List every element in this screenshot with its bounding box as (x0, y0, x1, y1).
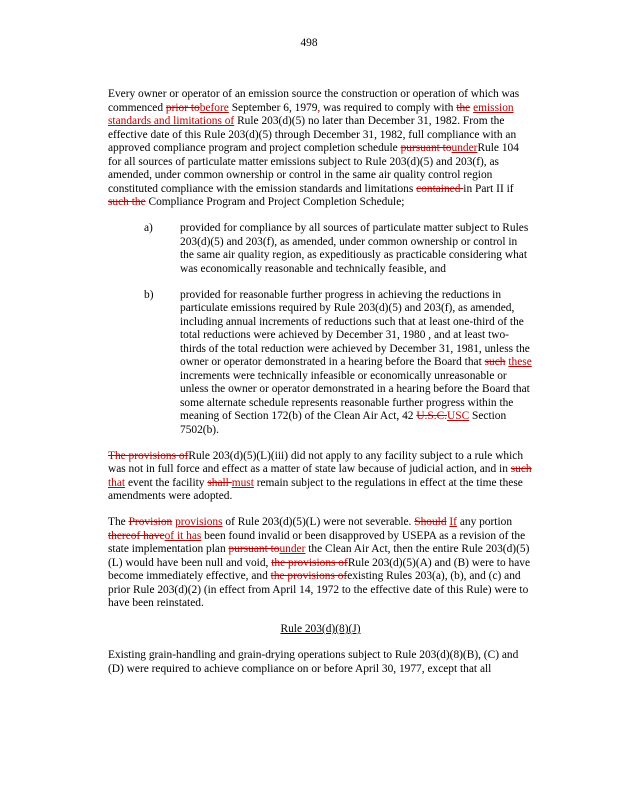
inserted-text: under (451, 142, 478, 154)
deleted-text: shall (207, 476, 232, 489)
inserted-text: USC (447, 410, 470, 422)
inserted-text: must (231, 476, 254, 489)
deleted-text: Should (414, 516, 447, 528)
deleted-text: U.S.C. (416, 410, 448, 422)
inserted-text: before (199, 101, 229, 114)
deleted-text: pursuant to (400, 142, 452, 154)
inserted-text: If (449, 516, 457, 528)
deleted-text: such (510, 463, 532, 475)
document-body (108, 88, 533, 689)
page-number: 498 (300, 37, 318, 49)
deleted-text: such the (108, 196, 146, 208)
inserted-text: provisions (175, 516, 223, 528)
deleted-text: the (456, 101, 471, 114)
deleted-text: The provisions of (108, 449, 189, 462)
paragraph-severability: The Provision provisions of Rule 203(d)(5)(L) were not severable. Should If any portion thereof haveof it has been found invalid or been disapproved by USEPA as a revision of the state implementation plan pursuant tounder the Clean Air Act, then the entire Rule 203(d)(5)(L) would have been null and void, the provisions ofRule 203(d)(5)(A) and (B) were to have become immediately effective, and the provisions ofexisting Rules 203(a), (b), and (c) and prior Rule 203(d)(2) (in effect from April 14, 1972 to the effective date of this Rule) were to have been reinstated. (108, 516, 530, 609)
inserted-text: under (279, 543, 306, 555)
deleted-text: such (484, 356, 506, 368)
list-item-b (108, 289, 533, 438)
deleted-text: thereof have (108, 529, 165, 542)
list-item-a (108, 222, 533, 276)
list-label: a) (144, 222, 153, 234)
deleted-text: prior to (165, 101, 200, 114)
deleted-text: Provision (128, 516, 173, 528)
inserted-text: that (108, 476, 126, 489)
inserted-text: , (317, 101, 321, 114)
inserted-text: of it has (164, 529, 202, 542)
inserted-text: emission standards and limitations of (108, 101, 514, 127)
list-text: provided for reasonable further progress in achieving the reductions in particulate emissions required by Rule 203(d)(5) and 203(f), as amended, including annual increments of reductions such that at least one-third of the total reductions were achieved by December 31, 1980 , and at least two-thirds of the total reduction were achieved by December 31, 1981, unless the owner or operator demonstrated in a hearing before the Board that such these increments were technically infeasible or economically unreasonable or unless the owner or operator demonstrated in a hearing before the Board that some alternate schedule represents reasonable further progress within the meaning of Section 172(b) of the Clean Air Act, 42 U.S.C.USC Section 7502(b). (180, 288, 532, 436)
deleted-text: the provisions of (271, 556, 348, 569)
deleted-text: contained (416, 182, 464, 195)
deleted-text: pursuant to (228, 543, 280, 555)
paragraph-compliance-program: Every owner or operator of an emission source the construction or operation of which was commenced prior tobefore September 6, 1979, was required to comply with the emission standards and limitations of Rule 203(d)(5) no later than December 31, 1982. From the effective date of this Rule 203(d)(5) through December 31, 1982, full compliance with an approved compliance program and project completion schedule pursuant tounderRule 104 for all sources of particulate matter emissions subject to Rule 203(d)(5) and 203(f), as amended, under common ownership or control in the same air quality control region constituted compliance with the emission standards and limitations contained in Part II if such the Compliance Program and Project Completion Schedule; (108, 88, 520, 208)
inserted-text: these (508, 356, 532, 368)
deleted-text: the provisions of (270, 570, 348, 582)
list-label: b) (144, 288, 154, 301)
paragraph-judicial-action: The provisions ofRule 203(d)(5)(L)(iii) did not apply to any facility subject to a rule which was not in full force and effect as a matter of state law because of judicial action, and in such that event the facility shall must remain subject to the regulations in effect at the time these amendments were adopted. (108, 449, 532, 502)
paragraph-grain-handling: Existing grain-handling and grain-drying operations subject to Rule 203(d)(8)(B), (C) and (D) were required to achieve compliance on or before April 30, 1977, except that all (108, 649, 519, 675)
section-heading: Rule 203(d)(8)(J) (280, 623, 361, 635)
list-text: provided for compliance by all sources of particulate matter subject to Rules 203(d)(5) and 203(f), as amended, under common ownership or control in the same air quality region, as expeditiously as practicable considering what was economically reasonable and technically feasible, and (180, 222, 529, 275)
